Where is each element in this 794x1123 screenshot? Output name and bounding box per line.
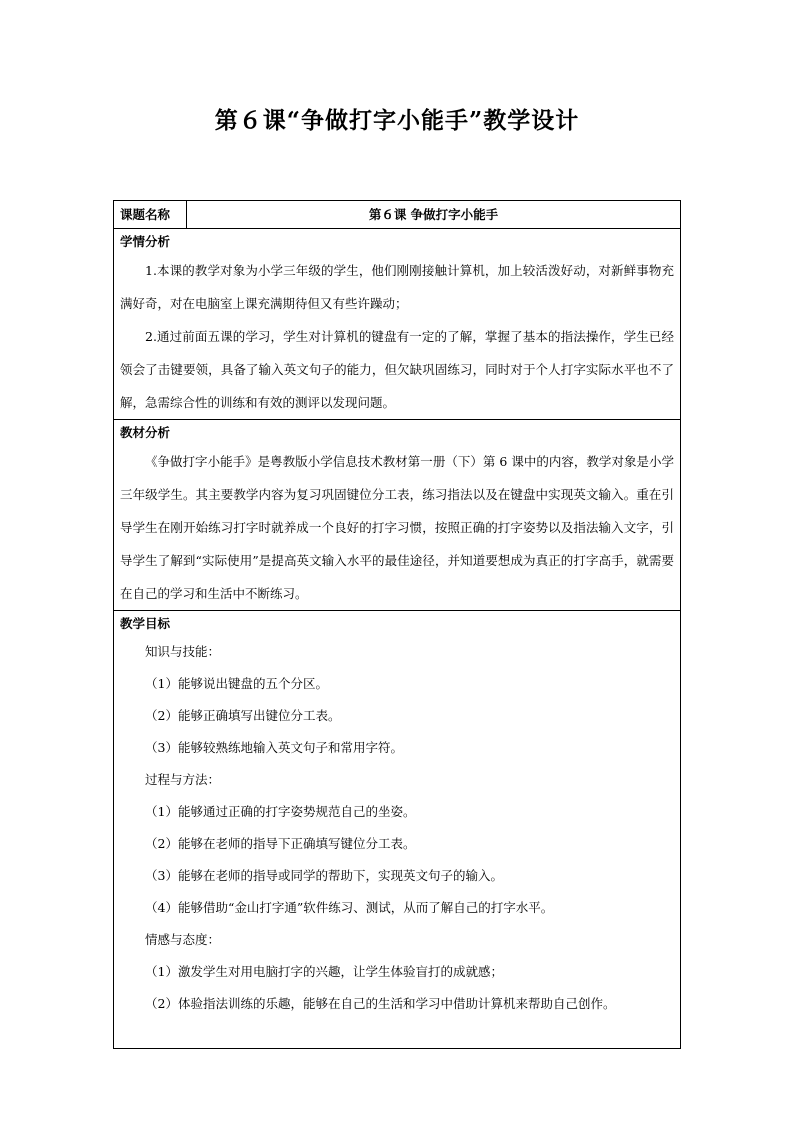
material-analysis-title: 教材分析 <box>120 425 171 440</box>
process-item-2: （2）能够在老师的指导下正确填写键位分工表。 <box>145 836 416 851</box>
objectives-cell <box>114 611 681 1049</box>
lesson-name-value: 第６课 争做打字小能手 <box>187 201 681 229</box>
knowledge-item-3: （3）能够较熟练地输入英文句子和常用字符。 <box>145 740 403 755</box>
objectives-title: 教学目标 <box>120 616 171 631</box>
knowledge-item-2: （2）能够正确填写出键位分工表。 <box>145 708 341 723</box>
learner-analysis-title: 学情分析 <box>120 234 171 249</box>
header-row <box>114 201 681 229</box>
knowledge-item-1: （1）能够说出键盘的五个分区。 <box>145 676 328 691</box>
learner-analysis-paragraph-2: 2.通过前面五课的学习，学生对计算机的键盘有一定的了解，掌握了基本的指法操作，学生已经领会了击键要领，具备了输入英文句子的能力，但欠缺巩固练习，同时对于个人打字实际水平也不了解，急需综合性的训练和有效的测评以发现问题。 <box>120 329 674 410</box>
process-item-1: （1）能够通过正确的打字姿势规范自己的坐姿。 <box>145 804 416 819</box>
material-analysis-paragraph: 《争做打字小能手》是粤教版小学信息技术教材第一册（下）第 6 课中的内容，教学对象是小学三年级学生。其主要教学内容为复习巩固键位分工表，练习指法以及在键盘中实现英文输入。重在引导学生在刚开始练习打字时就养成一个良好的打字习惯，按照正确的打字姿势以及指法输入文字，引导学生了解到“实际使用”是提高英文输入水平的最佳途径，并知道要想成为真正的打字高手，就需要在自己的学习和生活中不断练习。 <box>120 454 674 601</box>
material-analysis-row <box>114 420 681 611</box>
material-analysis-cell <box>114 420 681 611</box>
objectives-row <box>114 611 681 1049</box>
page-title: 第６课“争做打字小能手”教学设计 <box>214 107 580 134</box>
emotion-heading: 情感与态度： <box>145 932 221 947</box>
process-item-4: （4）能够借助“金山打字通”软件练习、测试，从而了解自己的打字水平。 <box>145 900 554 915</box>
process-item-3: （3）能够在老师的指导或同学的帮助下，实现英文句子的输入。 <box>145 868 503 883</box>
learner-analysis-paragraph-1: 1.本课的教学对象为小学三年级的学生，他们刚刚接触计算机，加上较活泼好动，对新鲜事物充满好奇，对在电脑室上课充满期待但又有些许躁动； <box>120 263 674 311</box>
emotion-item-2: （2）体验指法训练的乐趣，能够在自己的生活和学习中借助计算机来帮助自己创作。 <box>145 996 616 1011</box>
lesson-name-label: 课题名称 <box>114 201 187 229</box>
knowledge-heading: 知识与技能： <box>145 644 221 659</box>
learner-analysis-row <box>114 229 681 420</box>
emotion-item-1: （1）激发学生对用电脑打字的兴趣，让学生体验盲打的成就感； <box>145 964 503 979</box>
process-heading: 过程与方法： <box>145 772 221 787</box>
learner-analysis-cell <box>114 229 681 420</box>
bottom-spacer <box>120 1020 674 1048</box>
lesson-table <box>113 200 681 1049</box>
